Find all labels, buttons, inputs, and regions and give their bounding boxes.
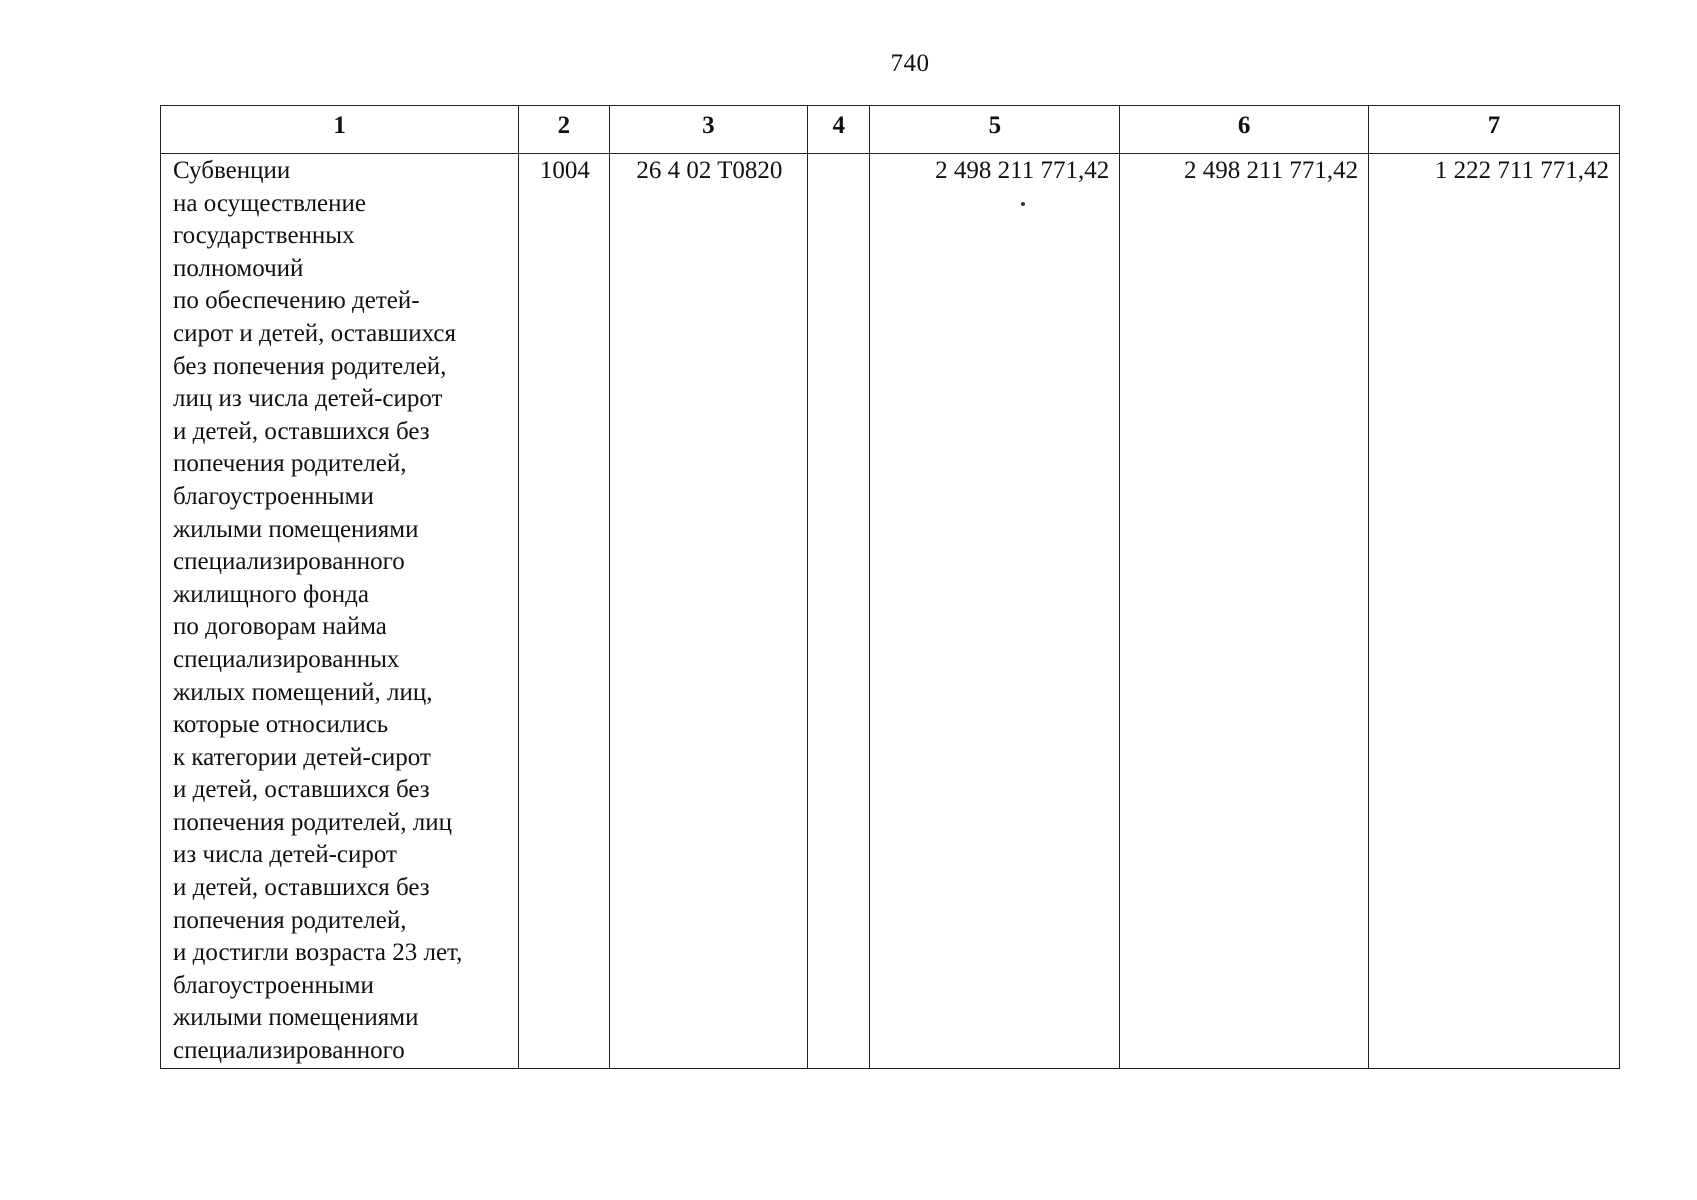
- description-cell: [161, 154, 519, 1069]
- section-code-cell: 1004: [519, 154, 609, 1069]
- description-line: полномочий: [173, 254, 304, 282]
- description-line: по обеспечению детей-: [173, 287, 420, 315]
- description-line: жилыми помещениями: [173, 515, 419, 543]
- description-line: государственных: [173, 222, 355, 250]
- description-line: по договорам найма: [173, 613, 387, 641]
- expense-type-cell: [808, 154, 870, 1069]
- column-header-1: 1: [161, 106, 519, 154]
- description-line: специализированных: [173, 645, 400, 673]
- description-line: попечения родителей,: [173, 906, 407, 934]
- description-line: лиц из числа детей-сирот: [173, 385, 443, 413]
- description-line: жилых помещений, лиц,: [173, 678, 433, 706]
- column-header-2: 2: [519, 106, 609, 154]
- description-line: специализированного: [173, 1037, 405, 1065]
- table-row: [161, 154, 1620, 1069]
- description-line: к категории детей-сирот: [173, 743, 431, 771]
- description-line: Субвенции: [173, 157, 291, 184]
- table-header-row: [161, 106, 1620, 154]
- description-line: жилыми помещениями: [173, 1004, 419, 1032]
- description-line: жилищного фонда: [173, 580, 369, 608]
- page-number: 740: [890, 50, 930, 77]
- column-header-7: 7: [1369, 106, 1620, 154]
- description-line: и детей, оставшихся без: [173, 776, 430, 804]
- description-line: благоустроенными: [173, 971, 374, 999]
- description-line: из числа детей-сирот: [173, 841, 397, 869]
- amount-cell-5: 2 498 211 771,42: [870, 154, 1120, 1069]
- column-header-5: 5: [870, 106, 1120, 154]
- amount-cell-7: 1 222 711 771,42: [1369, 154, 1620, 1069]
- description-line: сирот и детей, оставшихся: [173, 319, 457, 347]
- amount-cell-6: 2 498 211 771,42: [1120, 154, 1369, 1069]
- description-line: и детей, оставшихся без: [173, 874, 430, 902]
- column-header-6: 6: [1120, 106, 1369, 154]
- budget-table: [160, 105, 1620, 1069]
- description-line: попечения родителей, лиц: [173, 808, 452, 836]
- description-line: специализированного: [173, 548, 405, 576]
- target-article-cell: 26 4 02 T0820: [609, 154, 808, 1069]
- description-line: без попечения родителей,: [173, 352, 447, 380]
- description-line: которые относились: [173, 711, 389, 739]
- column-header-3: 3: [609, 106, 808, 154]
- description-line: попечения родителей,: [173, 450, 407, 478]
- description-line: на осуществление: [173, 189, 367, 217]
- description-line: и детей, оставшихся без: [173, 417, 430, 445]
- column-header-4: 4: [808, 106, 870, 154]
- scan-speck: [1021, 202, 1025, 206]
- description-line: благоустроенными: [173, 482, 374, 510]
- description-line: и достигли возраста 23 лет,: [173, 939, 463, 967]
